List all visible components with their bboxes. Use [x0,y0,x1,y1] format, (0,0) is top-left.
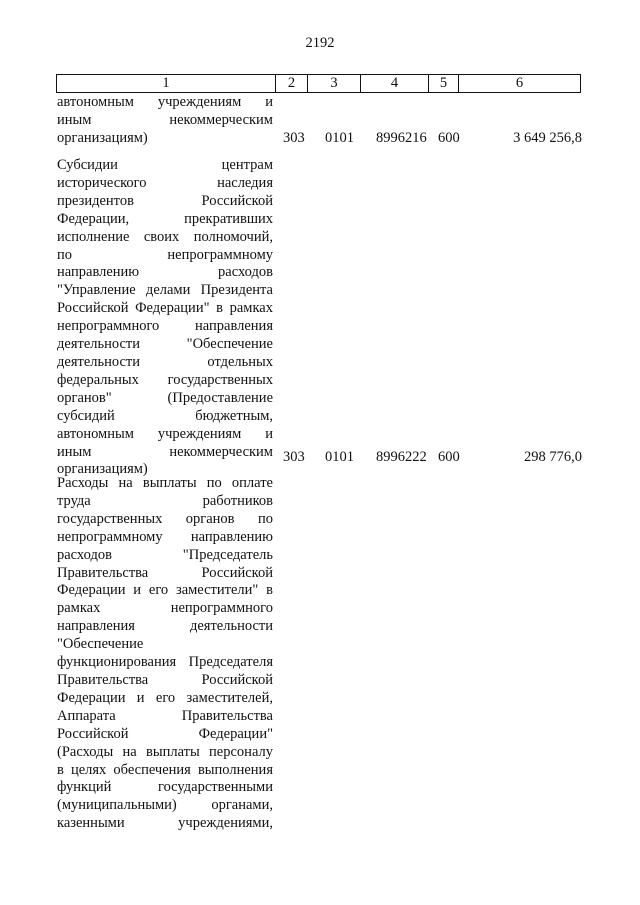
column-header-table [56,74,581,93]
row-1-target-article: 8996216 [376,130,427,146]
column-header-row [57,75,581,93]
column-header-1: 1 [57,75,276,93]
row-2-section: 303 [283,449,305,465]
row-2-expense-type: 600 [438,449,460,465]
column-header-3: 3 [308,75,361,93]
column-header-4: 4 [361,75,429,93]
row-2-target-article: 8996222 [376,449,427,465]
row-1-description: автономным учреждениям и иным некоммерческим организациям) [57,94,273,146]
row-1-section: 303 [283,130,305,146]
column-header-2: 2 [276,75,308,93]
column-header-5: 5 [429,75,459,93]
row-1-amount: 3 649 256,8 [513,130,582,146]
row-1-expense-type: 600 [438,130,460,146]
row-2-description: Субсидии центрам исторического наследия президентов Российской Федерации, прекративших исполнение своих полномочий, по непрограммному направлению расходов "Управление делами Президента Российской Федерации" в рамках непрограммного направления деятельности "Обеспечение деятельности отдельных федеральных государственных органов" (Предоставление субсидий бюджетным, автономным учреждениям и иным некоммерческим организациям) [57,157,273,478]
column-header-6: 6 [459,75,581,93]
row-3-description: Расходы на выплаты по оплате труда работников государственных органов по непрограммному направлению расходов "Председатель Правительства Российской Федерации и его заместители" в рамках непрограммного направления деятельности "Обеспечение функционирования Председателя Правительства Российской Федерации и его заместителей, Аппарата Правительства Российской Федерации" (Расходы на выплаты персоналу в целях обеспечения выполнения функций государственными (муниципальными) органами, казенными учреждениями, [57,475,273,832]
row-1-subsection: 0101 [325,130,354,146]
page-number: 2192 [305,35,335,51]
row-2-amount: 298 776,0 [524,449,582,465]
row-2-subsection: 0101 [325,449,354,465]
